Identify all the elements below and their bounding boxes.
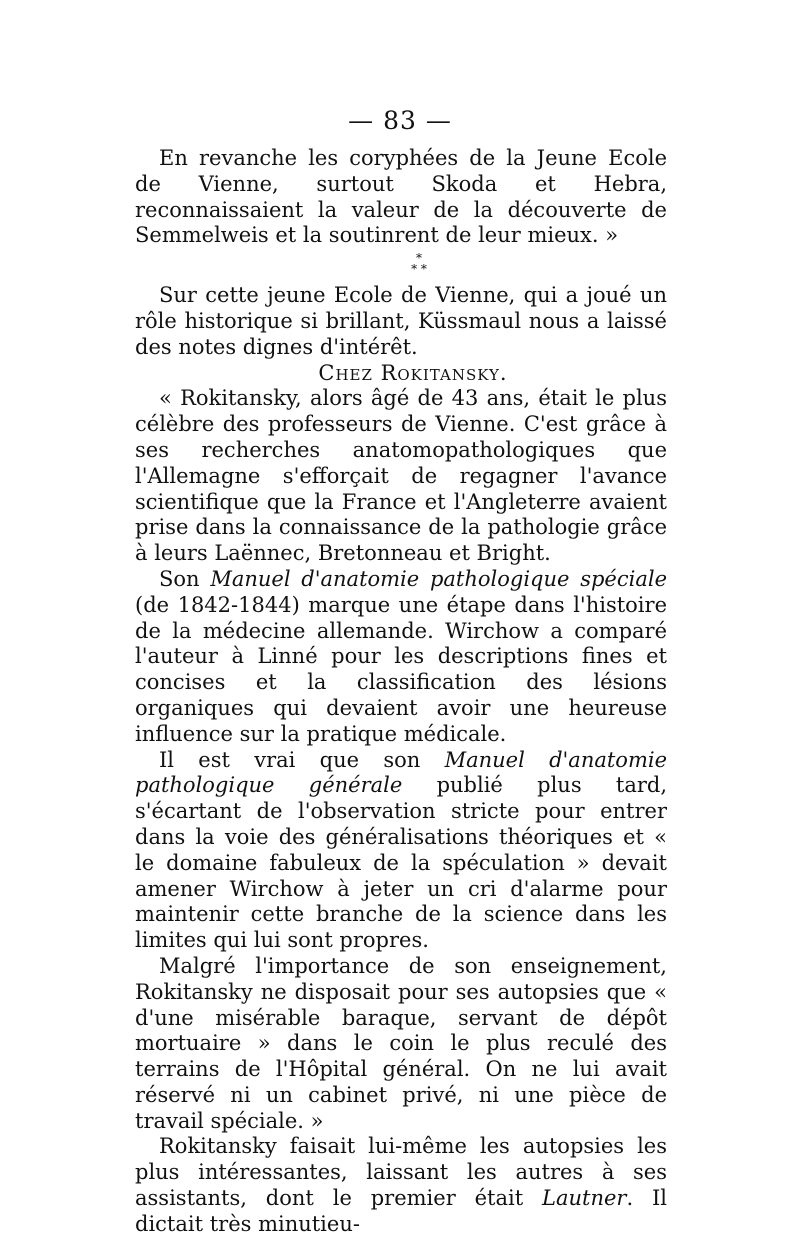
paragraph-4-start: Son (159, 566, 211, 591)
paragraph-6: Malgré l'importance de son enseignement, Rokitansky ne disposait pour ses autopsies que « d'une misérable baraque, servant de dépôt mortuaire » dans le coin le plus reculé des terrains de l'Hôpital général. On ne lui avait réservé ni un cabinet privé, ni une pièce de travail spéciale. » (135, 953, 667, 1133)
paragraph-5 (135, 748, 667, 954)
asterism-bottom: * * (411, 262, 427, 277)
paragraph-1: En revanche les coryphées de la Jeune Ecole de Vienne, surtout Skoda et Hebra, reconnaissaient la valeur de la découverte de Semmelweis et la soutinrent de leur mieux. » (135, 146, 667, 248)
paragraph-5-rest: publié plus tard, s'écartant de l'observation stricte pour entrer dans la voie des généralisations théoriques et « le domaine fabuleux de la spéculation » devait amener Wirchow à jeter un cri d'alarme pour maintenir cette branche de la science dans les limites qui lui sont propres. (135, 773, 667, 953)
asterism-divider (171, 249, 667, 283)
section-heading: Chez Rokitansky. (318, 360, 508, 385)
asterism-top: * (416, 251, 422, 266)
paragraph-7-rest: . Il dictait très minutieu- (135, 1186, 667, 1236)
paragraph-4-rest: (de 1842-1844) marque une étape dans l'histoire de la médecine allemande. Wirchow a comparé l'auteur à Linné pour les descriptions fines et concises et la classification des lésions organiques qui devaient avoir une heureuse influence sur la pratique médicale. (135, 592, 667, 746)
paragraph-4 (135, 567, 667, 748)
book-title-italic: Manuel d'anatomie pathologique spéciale (210, 566, 667, 591)
paragraph-3: « Rokitansky, alors âgé de 43 ans, était le plus célèbre des professeurs de Vienne. C'est grâce à ses recherches anatomopathologiques que l'Allemagne s'efforçait de regagner l'avance scientifique que la France et l'Angleterre avaient prise dans la connaissance de la pathologie grâce à leurs Laënnec, Bretonneau et Bright. (135, 386, 667, 566)
page-body (135, 146, 667, 1238)
paragraph-5-start: Il est vrai que son (159, 747, 445, 772)
page-number: — 83 — (348, 106, 452, 135)
paragraph-7 (135, 1134, 667, 1237)
paragraph-7-start: Rokitansky faisait lui-même les autopsies les plus intéressantes, laissant les autres à ses assistants, dont le premier était (135, 1134, 667, 1211)
person-name-italic: Lautner (542, 1186, 627, 1211)
book-title-italic: Manuel d'anatomie pathologique générale (135, 747, 668, 798)
paragraph-2: Sur cette jeune Ecole de Vienne, qui a joué un rôle historique si brillant, Küssmaul nous a laissé des notes dignes d'intérêt. (135, 283, 667, 359)
